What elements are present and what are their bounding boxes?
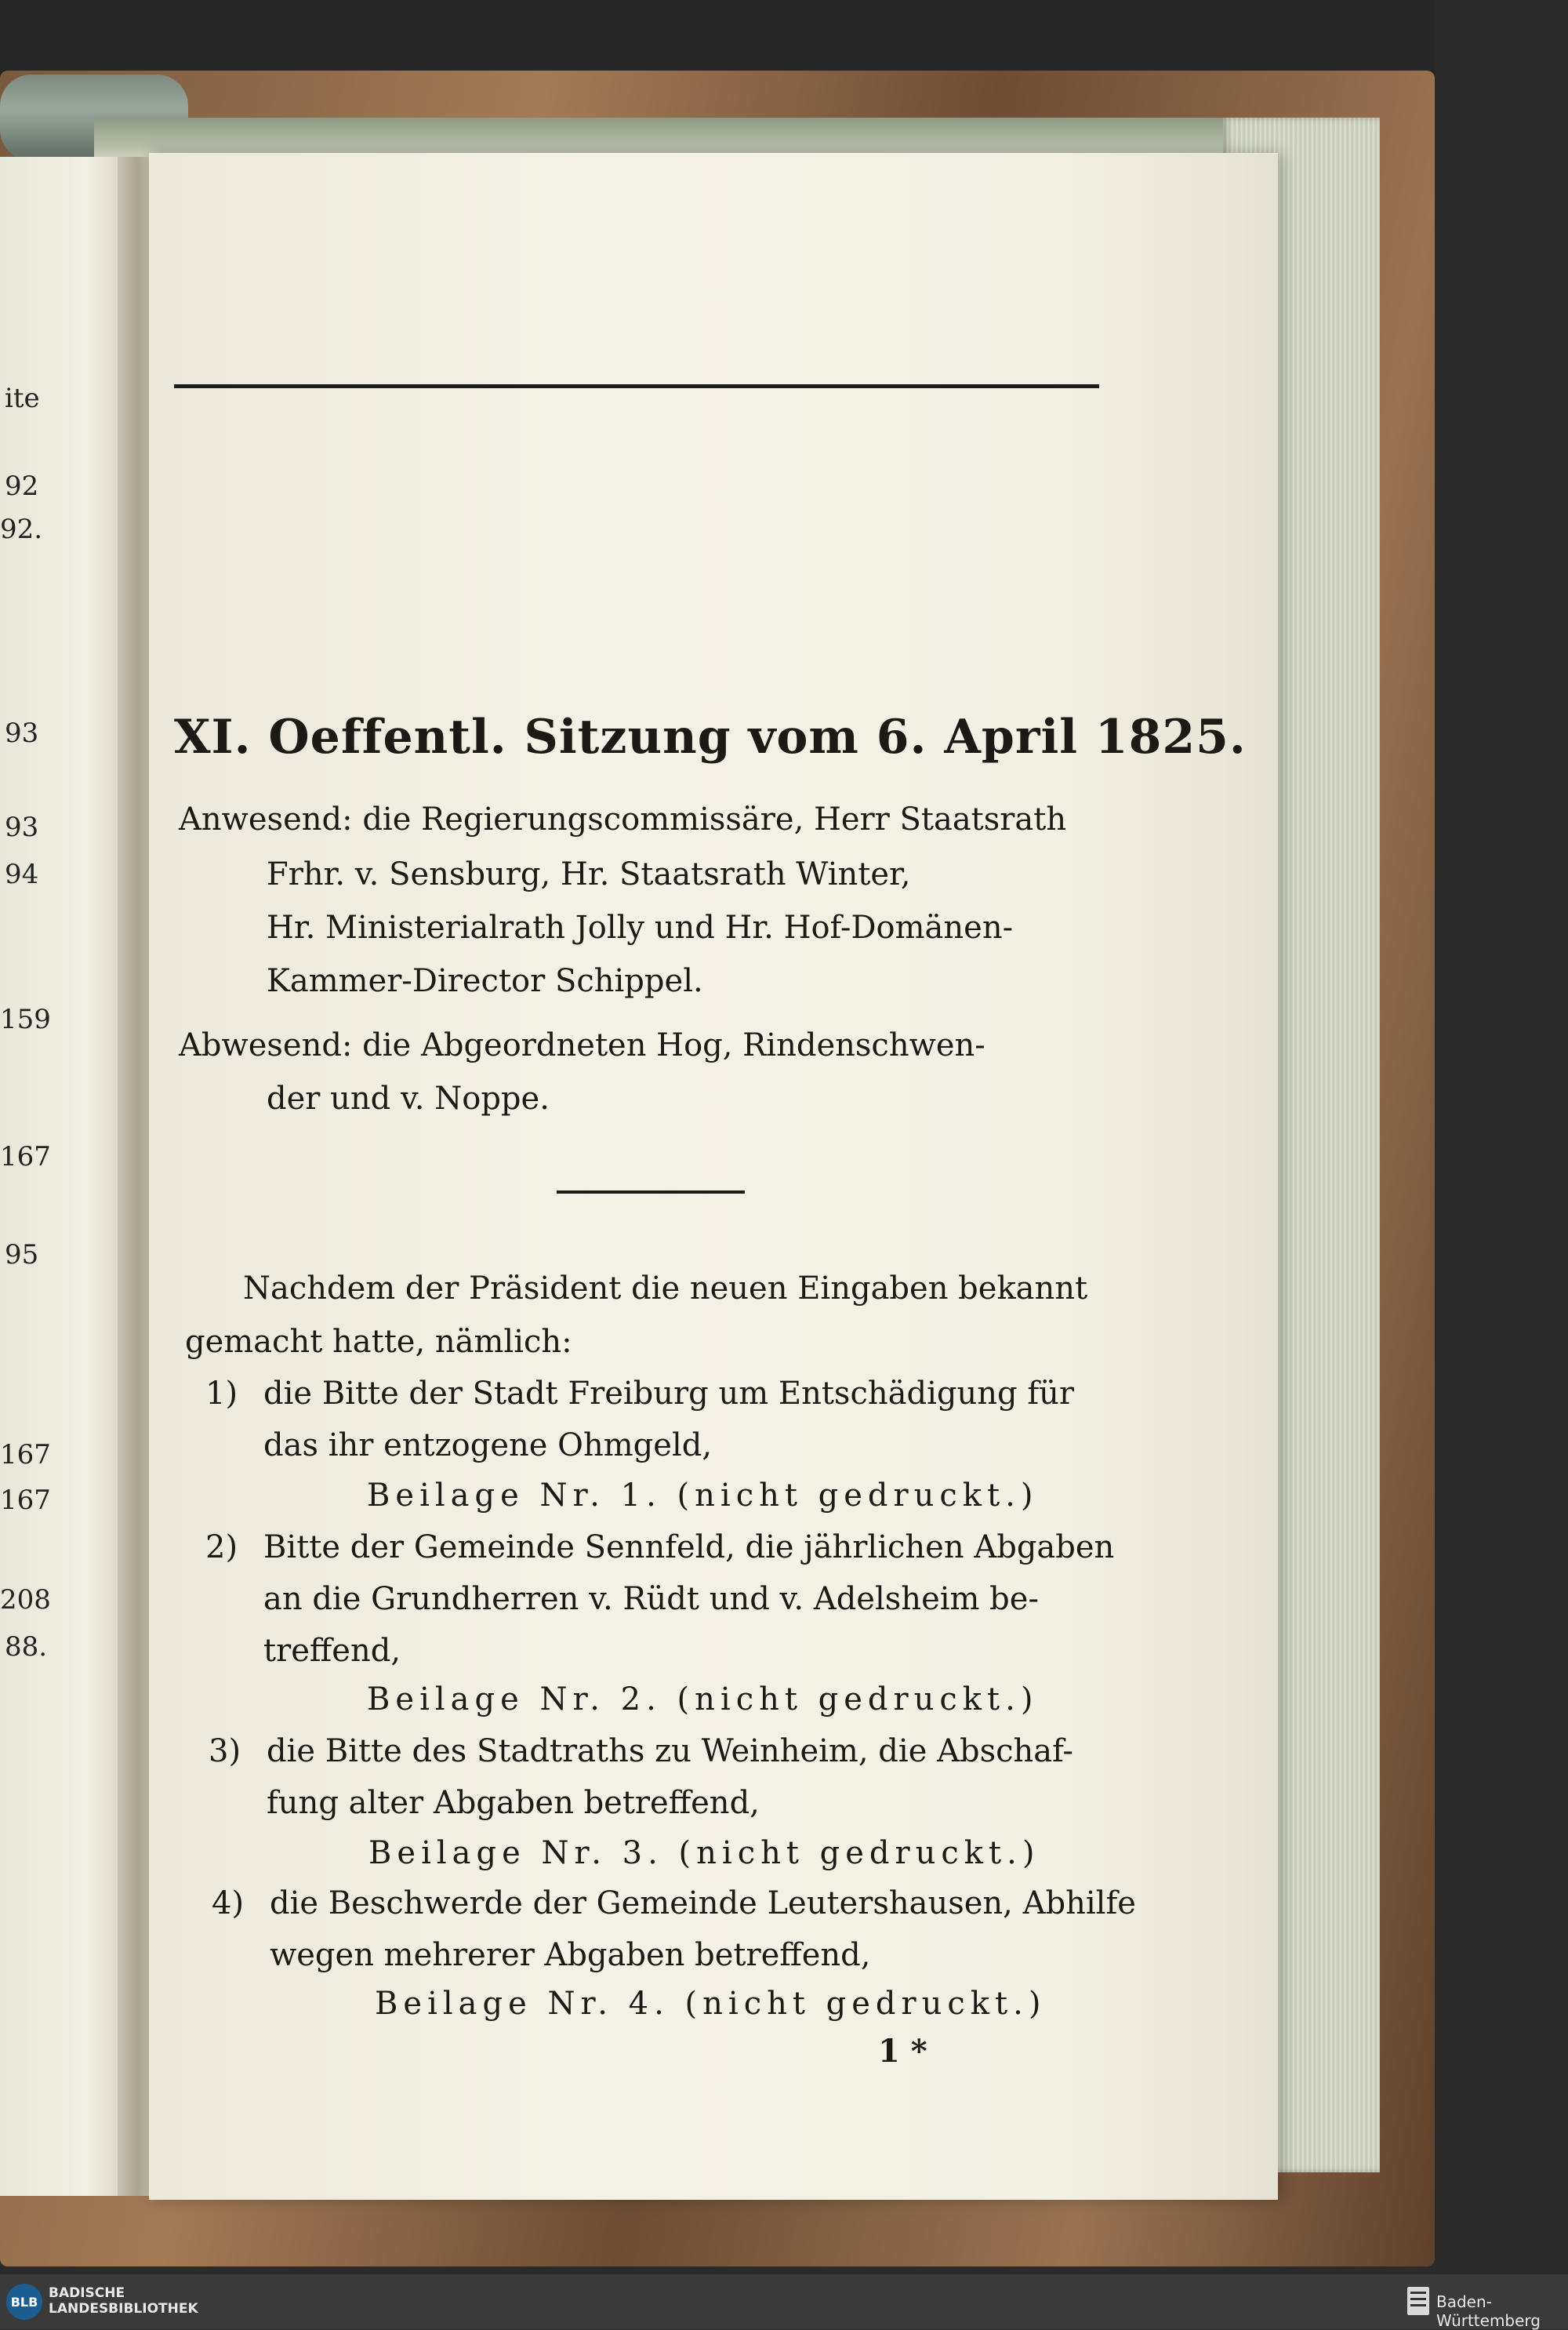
absent-line-2: der und v. Noppe. (267, 1081, 550, 1117)
left-margin-number: 95 (5, 1239, 39, 1270)
background-right (1435, 0, 1568, 2274)
present-line-2: Frhr. v. Sensburg, Hr. Staatsrath Winter, (267, 856, 911, 892)
item-line: an die Grundherren v. Rüdt und v. Adelsheim be- (263, 1581, 1039, 1617)
absent-line-1: Abwesend: die Abgeordneten Hog, Rindenschwen- (179, 1027, 985, 1063)
present-line-3: Hr. Ministerialrath Jolly und Hr. Hof-Domänen- (267, 910, 1014, 946)
header-rule (174, 384, 1099, 388)
annex-reference: Beilage Nr. 3. (nicht gedruckt.) (368, 1835, 1040, 1871)
item-number: 3) (209, 1733, 241, 1769)
item-line: die Bitte der Stadt Freiburg um Entschädigung für (263, 1376, 1075, 1412)
left-margin-number: 88. (5, 1631, 48, 1663)
left-margin-number: 167 (0, 1439, 51, 1470)
library-name (49, 2285, 198, 2317)
annex-reference: Beilage Nr. 2. (nicht gedruckt.) (367, 1681, 1039, 1718)
session-title: XI. Oeffentl. Sitzung vom 6. April 1825. (174, 710, 1247, 765)
item-line: die Beschwerde der Gemeinde Leutershausen, Abhilfe (270, 1885, 1136, 1921)
signature-mark: 1 * (878, 2033, 927, 2070)
left-margin-number: 92 (5, 471, 39, 502)
library-name-line-1: BADISCHE (49, 2285, 125, 2301)
intro-line-2: gemacht hatte, nämlich: (185, 1324, 572, 1360)
item-line: die Bitte des Stadtraths zu Weinheim, die Abschaf- (267, 1733, 1074, 1769)
left-margin-number: 159 (0, 1004, 51, 1035)
library-logo-text: BLB (10, 2294, 38, 2310)
library-name-line-2: LANDESBIBLIOTHEK (49, 2301, 198, 2317)
item-number: 2) (205, 1529, 238, 1565)
annex-reference: Beilage Nr. 1. (nicht gedruckt.) (367, 1478, 1039, 1514)
item-line: das ihr entzogene Ohmgeld, (263, 1427, 713, 1463)
left-margin-number: 208 (0, 1584, 51, 1616)
left-margin-number: 93 (5, 718, 39, 749)
left-page (0, 157, 125, 2196)
intro-line-1: Nachdem der Präsident die neuen Eingaben bekannt (243, 1270, 1088, 1307)
item-line: fung alter Abgaben betreffend, (267, 1785, 760, 1821)
item-line: treffend, (263, 1633, 401, 1669)
left-margin-number: 167 (0, 1141, 51, 1172)
item-line: wegen mehrerer Abgaben betreffend, (270, 1937, 871, 1973)
left-margin-number: ite (5, 383, 40, 414)
left-margin-number: 167 (0, 1485, 51, 1516)
item-line: Bitte der Gemeinde Sennfeld, die jährlichen Abgaben (263, 1529, 1115, 1565)
present-line-1: Anwesend: die Regierungscommissäre, Herr Staatsrath (179, 802, 1067, 838)
item-number: 4) (212, 1885, 245, 1921)
state-coat-of-arms-icon (1407, 2287, 1429, 2315)
section-divider (557, 1190, 745, 1194)
annex-reference: Beilage Nr. 4. (nicht gedruckt.) (375, 1986, 1047, 2022)
left-margin-number: 93 (5, 812, 39, 843)
left-margin-number: 92. (0, 514, 43, 545)
library-logo-icon (6, 2284, 42, 2320)
left-margin-number: 94 (5, 859, 39, 890)
present-line-4: Kammer-Director Schippel. (267, 963, 703, 999)
state-label: Baden-Württemberg (1436, 2292, 1541, 2330)
footer-bar (0, 2274, 1568, 2329)
item-number: 1) (205, 1376, 238, 1412)
